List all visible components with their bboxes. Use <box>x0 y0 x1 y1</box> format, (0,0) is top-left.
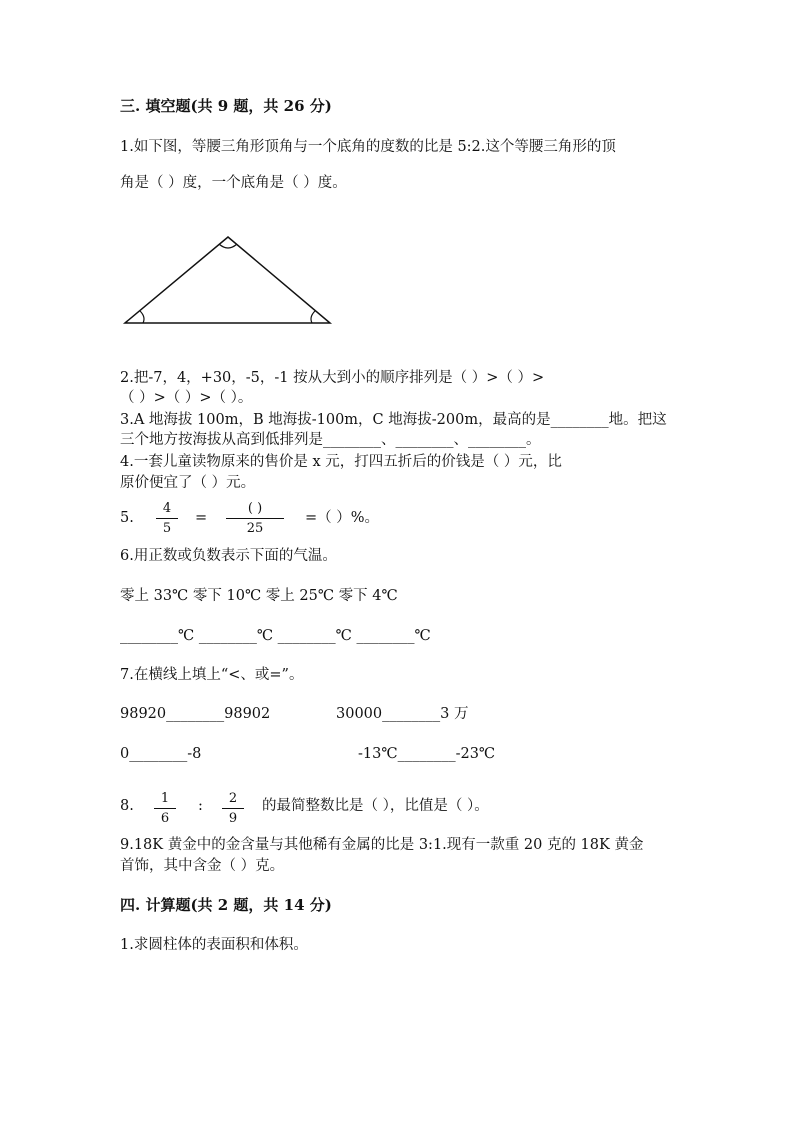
q8-frac1-denominator: 6 <box>160 811 170 826</box>
q5-equals-2: =（ ）%。 <box>305 510 380 526</box>
q6-blanks: ________℃ ________℃ ________℃ ________℃ <box>120 628 431 644</box>
q1-line2: 角是（ ）度，一个底角是（ ）度。 <box>120 175 347 191</box>
q1-line1: 1.如下图，等腰三角形顶角与一个底角的度数的比是 5:2.这个等腰三角形的顶 <box>120 139 616 155</box>
q9-line1: 9.18K 黄金中的金含量与其他稀有金属的比是 3:1.现有一款重 20 克的 18K 黄金 <box>120 837 644 853</box>
q5-frac2-denominator: 25 <box>246 521 264 536</box>
q6-temperatures: 零上 33℃ 零下 10℃ 零上 25℃ 零下 4℃ <box>120 588 398 604</box>
q8-text: 的最简整数比是（ ），比值是（ ）。 <box>262 798 489 814</box>
q7-line1: 7.在横线上填上“<、或=”。 <box>120 667 304 683</box>
q8-frac2-denominator: 9 <box>228 811 238 826</box>
section3-heading: 三. 填空题(共 9 题，共 26 分) <box>120 97 332 115</box>
q5-frac1-numerator: 4 <box>162 501 172 516</box>
q5-frac1-denominator: 5 <box>162 521 172 536</box>
q8-colon: : <box>198 798 203 814</box>
section4-heading: 四. 计算题(共 2 题，共 14 分) <box>120 896 332 914</box>
q5-equals-1: = <box>195 510 208 526</box>
q2-line2: （ ）>（ ）>（ ）。 <box>120 390 253 406</box>
q8-number: 8. <box>120 798 134 814</box>
q5-fraction-2 <box>226 502 284 535</box>
q8-frac1-numerator: 1 <box>160 791 170 806</box>
q7-compare-b: 30000________3 万 <box>336 706 469 722</box>
q8-fraction-2 <box>222 792 244 825</box>
q9-line2: 首饰，其中含金（ ）克。 <box>120 858 285 874</box>
q2-line1: 2.把-7，4，+30，-5，-1 按从大到小的顺序排列是（ ）>（ ）> <box>120 370 545 386</box>
q7-compare-c: 0________-8 <box>120 746 202 762</box>
q6-line1: 6.用正数或负数表示下面的气温。 <box>120 548 337 564</box>
q4-line2: 原价便宜了（ ）元。 <box>120 475 256 491</box>
q3-line1: 3.A 地海拔 100m，B 地海拔-100m，C 地海拔-200m，最高的是________地。把这 <box>120 412 667 428</box>
q7-compare-a: 98920________98902 <box>120 706 271 722</box>
q8-frac2-numerator: 2 <box>228 791 238 806</box>
q8-fraction-1 <box>154 792 176 825</box>
q7-compare-d: -13℃________-23℃ <box>358 746 496 762</box>
q4-line1: 4.一套儿童读物原来的售价是 x 元，打四五折后的价钱是（ ）元，比 <box>120 454 562 470</box>
q5-number: 5. <box>120 510 134 526</box>
q5-frac2-numerator: ( ) <box>247 501 263 516</box>
q5-fraction-1 <box>156 502 178 535</box>
s4-q1: 1.求圆柱体的表面积和体积。 <box>120 937 308 953</box>
q3-line2: 三个地方按海拔从高到低排列是________、________、________。 <box>120 432 541 448</box>
